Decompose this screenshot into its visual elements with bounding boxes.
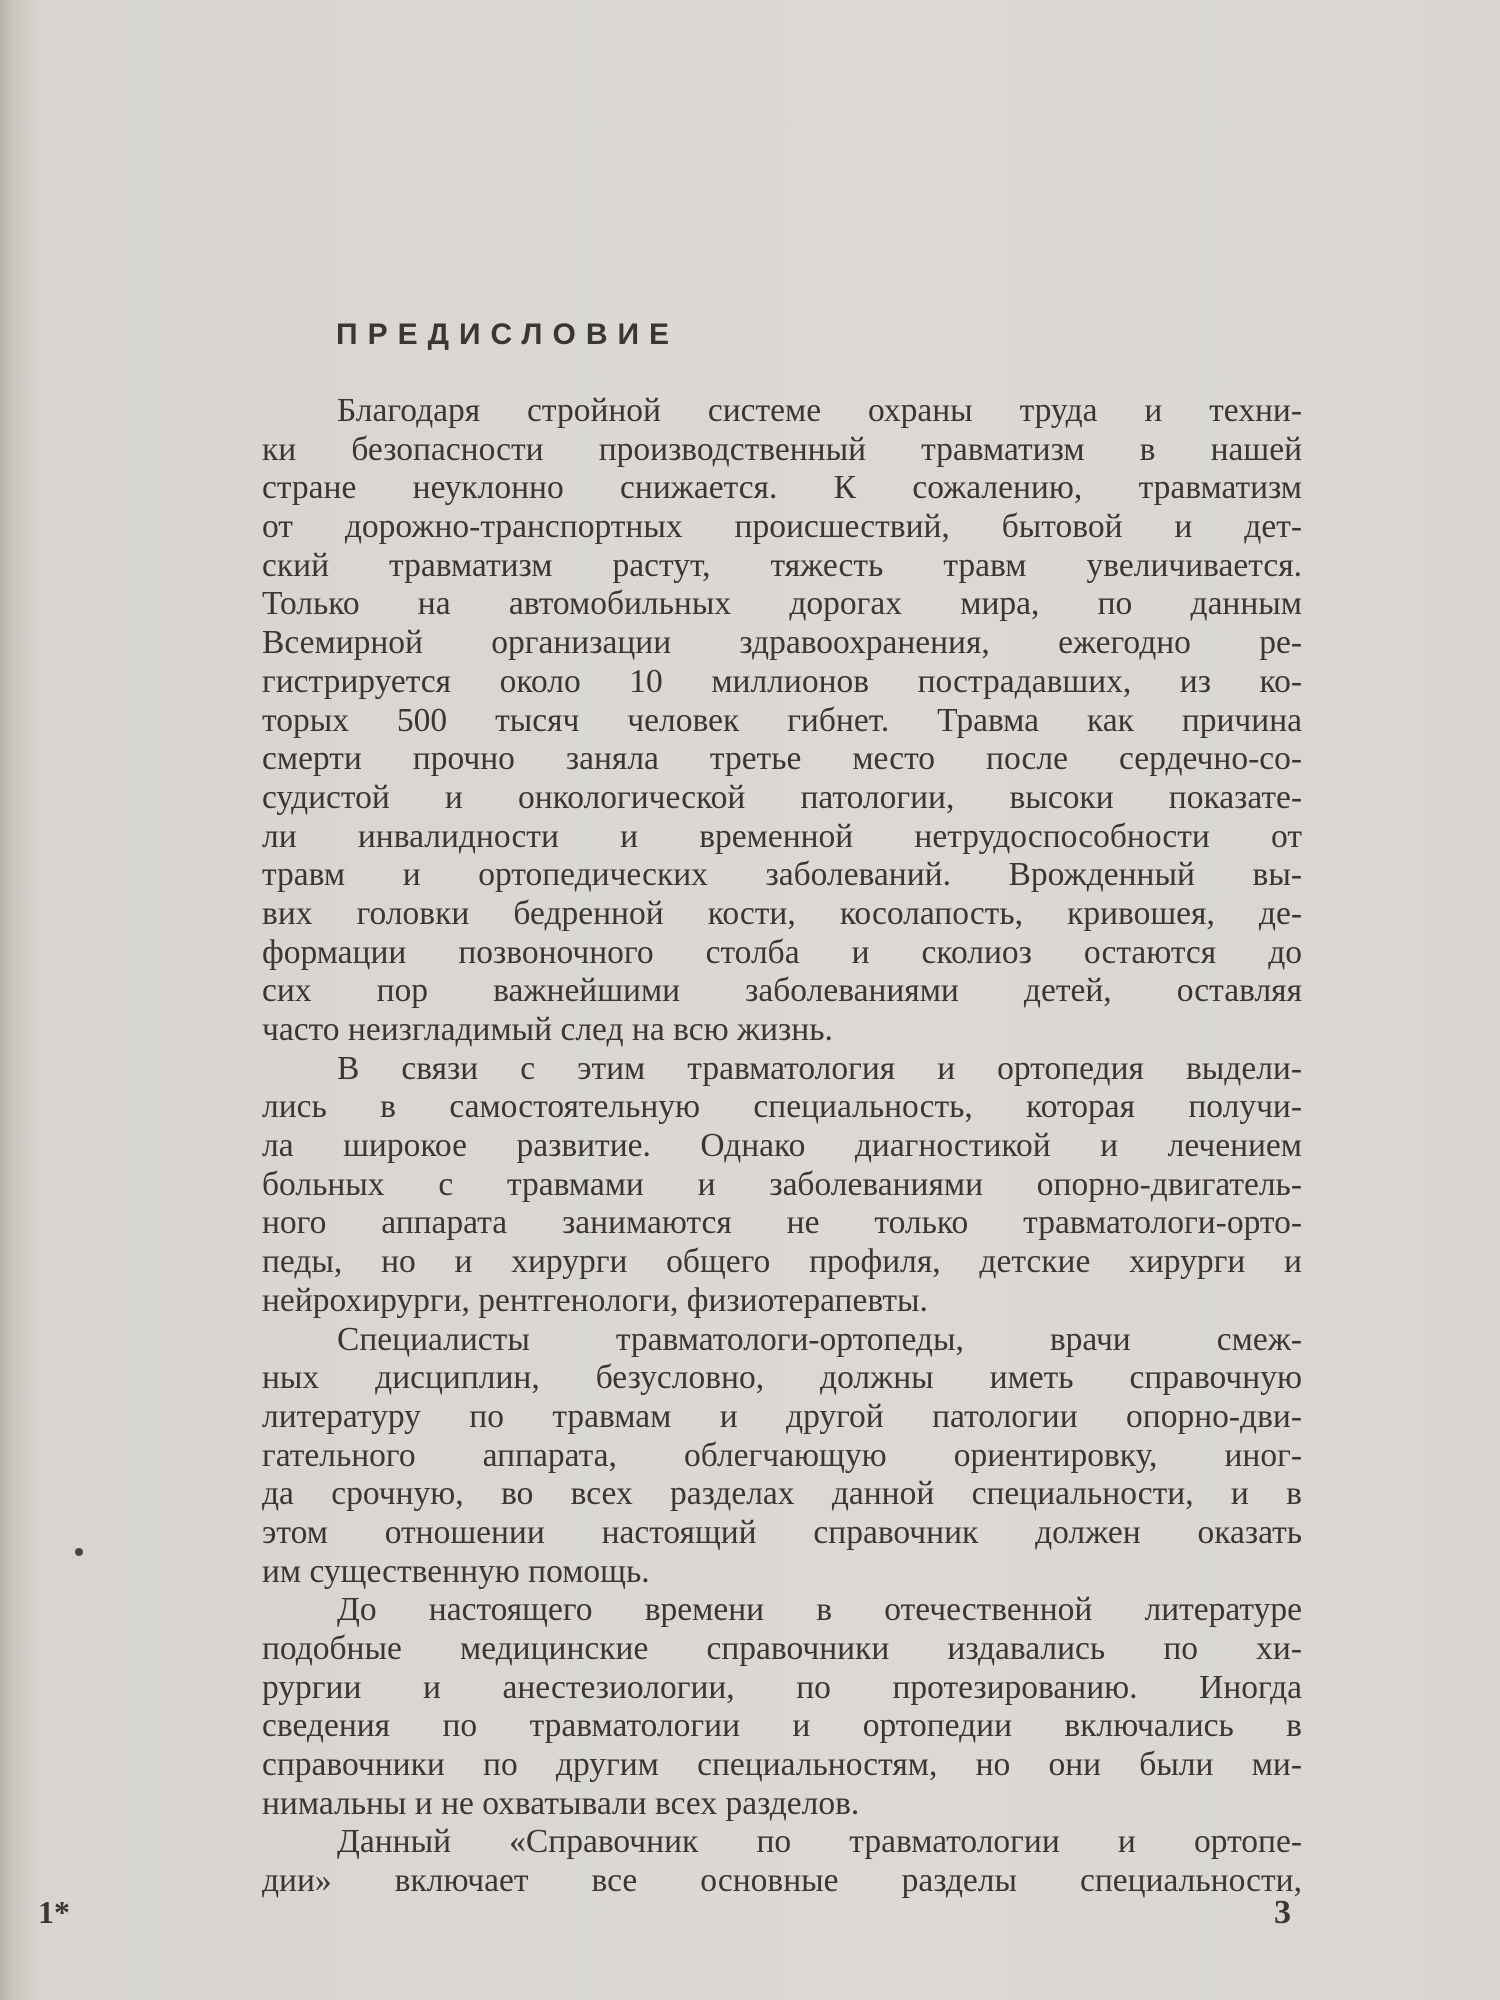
text-line: да срочную, во всех разделах данной специальности, и в (262, 1475, 1302, 1513)
text-line: травм и ортопедических заболеваний. Врожденный вы- (262, 856, 1302, 894)
text-line: Всемирной организации здравоохранения, ежегодно ре- (262, 624, 1302, 662)
text-line: подобные медицинские справочники издавались по хи- (262, 1630, 1302, 1667)
text-line: литературу по травмам и другой патологии опорно-дви- (262, 1397, 1302, 1435)
text-line: ки безопасности производственный травматизм в нашей (262, 430, 1302, 468)
text-line: Благодаря стройной системе охраны труда и техни- (337, 392, 1302, 429)
text-line: от дорожно-транспортных происшествий, бытовой и дет- (262, 508, 1302, 546)
text-line: Данный «Справочник по травматологии и ортопе- (337, 1823, 1302, 1861)
text-line: рургии и анестезиологии, по протезированию. Иногда (262, 1668, 1302, 1706)
paper-speck (75, 1548, 83, 1556)
text-line: торых 500 тысяч человек гибнет. Травма как причина (262, 701, 1302, 739)
text-line: формации позвоночного столба и сколиоз остаются до (262, 933, 1302, 971)
text-line: справочники по другим специальностям, но они были ми- (262, 1746, 1302, 1784)
page-title: ПРЕДИСЛОВИЕ (336, 318, 680, 351)
text-line: им существенную помощь. (262, 1552, 650, 1590)
text-line: сведения по травматологии и ортопедии включались в (262, 1707, 1302, 1745)
text-line: ли инвалидности и временной нетрудоспособности от (262, 817, 1302, 855)
text-line: Специалисты травматологи-ортопеды, врачи смеж- (337, 1320, 1302, 1358)
preface-body (262, 392, 1302, 1901)
text-line: стране неуклонно снижается. К сожалению, травматизм (262, 469, 1302, 507)
text-line: вих головки бедренной кости, косолапость, кривошея, де- (262, 894, 1302, 932)
text-line: нимальны и не охватывали всех разделов. (262, 1784, 860, 1822)
text-line: этом отношении настоящий справочник должен оказать (262, 1513, 1302, 1551)
text-line: лись в самостоятельную специальность, которая получи- (262, 1088, 1302, 1126)
text-line: судистой и онкологической патологии, высоки показате- (262, 778, 1302, 816)
page-number: 3 (1274, 1894, 1291, 1931)
text-line: больных с травмами и заболеваниями опорно-двигатель- (262, 1165, 1302, 1203)
text-line: ных дисциплин, безусловно, должны иметь справочную (262, 1359, 1302, 1397)
text-line: сих пор важнейшими заболеваниями детей, оставляя (262, 972, 1302, 1010)
text-line: гательного аппарата, облегчающую ориентировку, иног- (262, 1436, 1302, 1474)
text-line: ного аппарата занимаются не только травматологи-орто- (262, 1204, 1302, 1242)
text-line: часто неизгладимый след на всю жизнь. (262, 1011, 833, 1048)
text-line: ла широкое развитие. Однако диагностикой и лечением (262, 1127, 1302, 1165)
text-line: ский травматизм растут, тяжесть травм увеличивается. (262, 546, 1302, 584)
text-line: педы, но и хирурги общего профиля, детские хирурги и (262, 1243, 1302, 1281)
text-line: нейрохирурги, рентгенологи, физиотерапевты. (262, 1281, 928, 1319)
text-line: смерти прочно заняла третье место после сердечно-со- (262, 740, 1302, 778)
text-line: Только на автомобильных дорогах мира, по данным (262, 585, 1302, 623)
text-line: гистрируется около 10 миллионов пострадавших, из ко- (262, 662, 1302, 700)
text-line: дии» включает все основные разделы специальности, (262, 1862, 1302, 1900)
signature-mark: 1* (38, 1894, 70, 1930)
text-line: В связи с этим травматология и ортопедия выдели- (337, 1049, 1302, 1087)
text-line: До настоящего времени в отечественной литературе (337, 1591, 1302, 1629)
